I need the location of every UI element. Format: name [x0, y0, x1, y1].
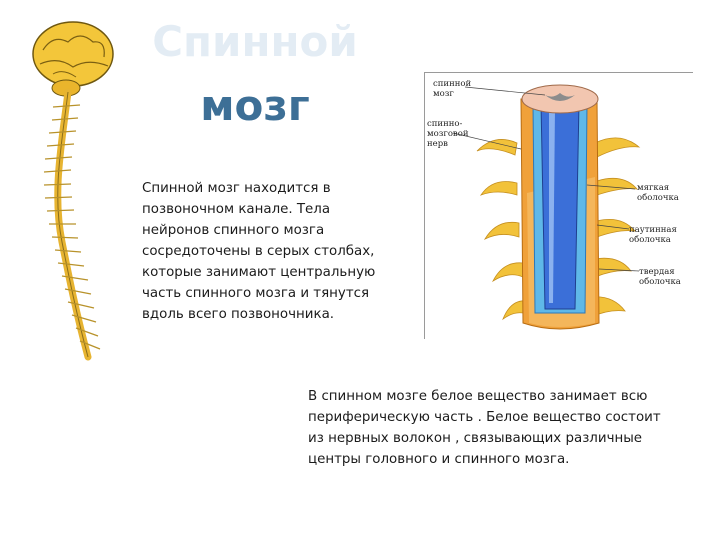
label-dura-mater: твердая оболочка — [639, 267, 681, 287]
paragraph-spinal-canal: Спинной мозг находится в позвоночном канале. Тела нейронов спинного мозга сосредоточены в серых столбах, которые занимают центральную часть спинного мозга и тянутся вдоль всего позвоночника. — [142, 181, 376, 322]
page-title — [130, 10, 380, 138]
label-spinal-nerve: спинно- мозговой нерв — [427, 119, 469, 149]
label-arachnoid: паутинная оболочка — [629, 225, 677, 245]
nervous-system-figure — [18, 12, 128, 372]
spinal-cord-diagram — [424, 72, 693, 339]
title-line-1: Спинной — [152, 17, 358, 66]
paragraph-white-matter: В спинном мозге белое вещество занимает всю периферическую часть . Белое вещество состоит из нервных волокон , связывающих различные центры головного и спинного мозга. — [308, 389, 661, 467]
label-pia-mater: мягкая оболочка — [637, 183, 679, 203]
title-line-2: мозг — [200, 81, 310, 130]
spinal-cord-illustration — [425, 73, 693, 339]
label-spinal-cord: спинной мозг — [433, 79, 472, 99]
